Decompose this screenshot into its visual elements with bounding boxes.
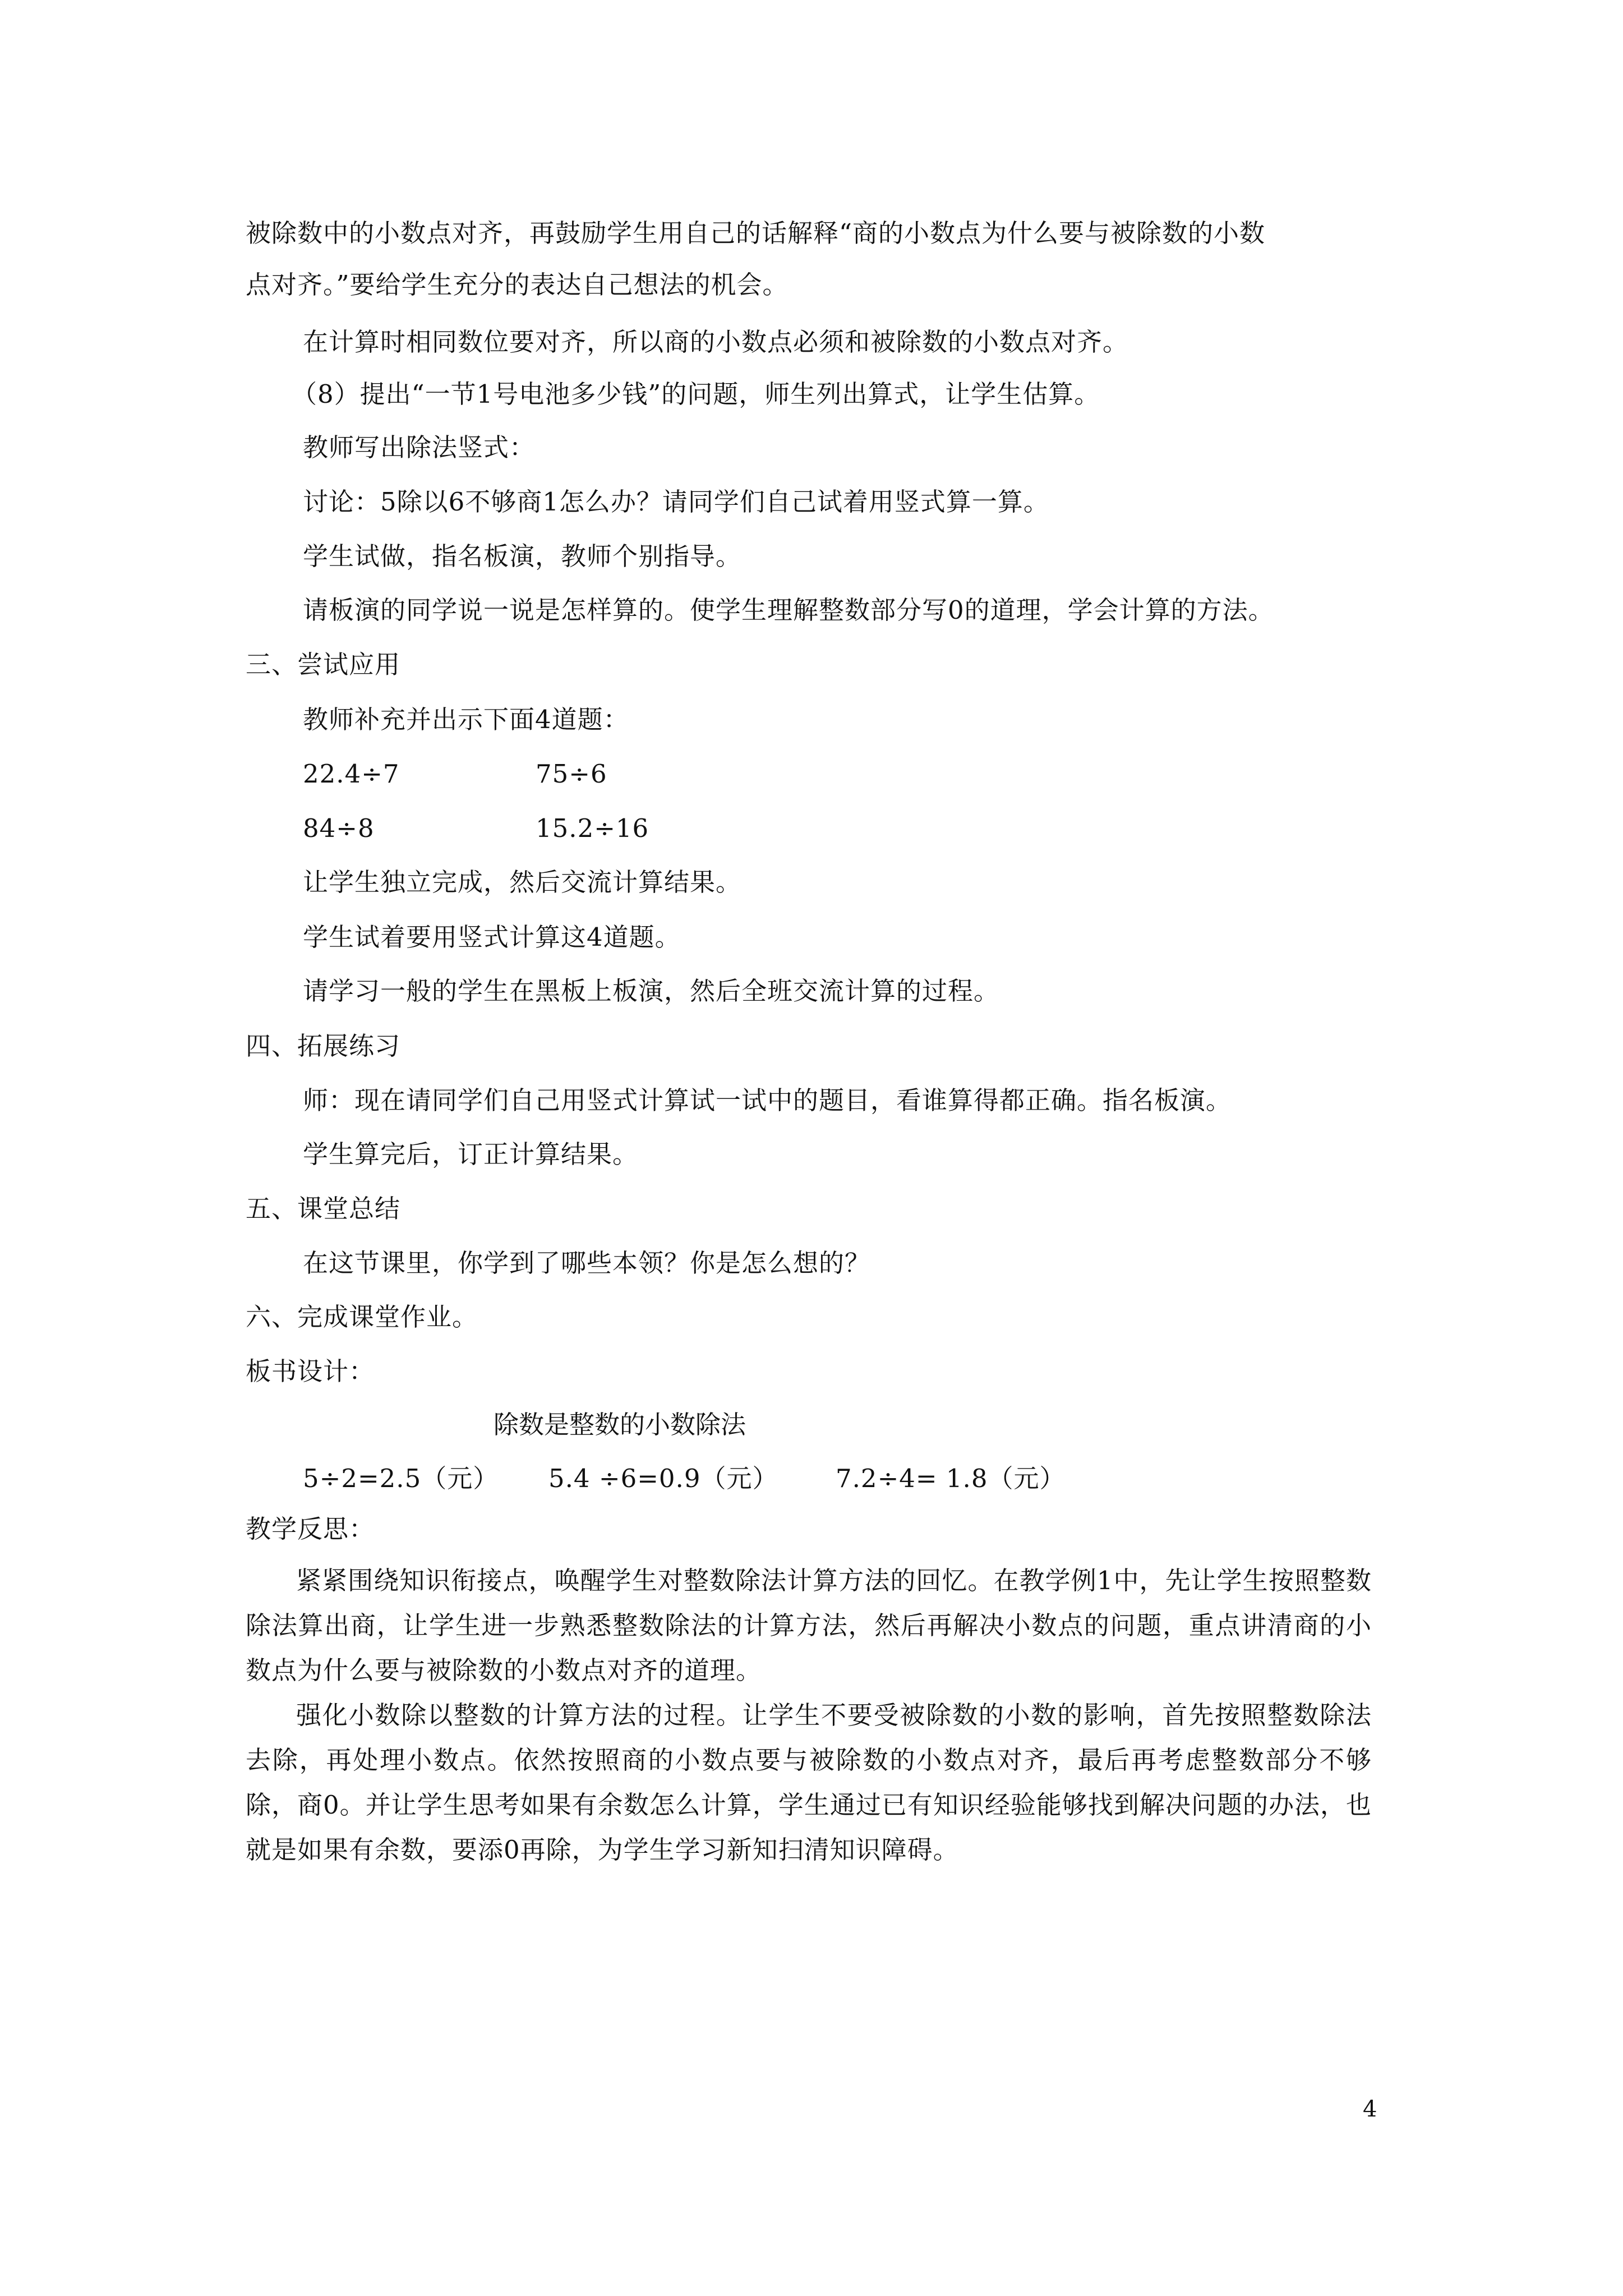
text-line: 学生试做，指名板演，教师个别指导。: [303, 541, 742, 571]
board-title: 除数是整数的小数除法: [494, 1410, 746, 1439]
board-equation: 5.4 ÷6=0.9（元）: [548, 1464, 778, 1493]
section-heading: 教学反思：: [246, 1514, 375, 1544]
text-line: 点对齐。”要给学生充分的表达自己想法的机会。: [246, 270, 789, 300]
text-line: 请板演的同学说一说是怎样算的。使学生理解整数部分写0的道理，学会计算的方法。: [303, 595, 1274, 625]
exercise-item: 84÷8: [303, 813, 375, 843]
reflection-paragraph: 强化小数除以整数的计算方法的过程。让学生不要受被除数的小数的影响，首先按照整数除法去除，再处理小数点。依然按照商的小数点要与被除数的小数点对齐，最后再考虑整数部分不够除，商0。并让学生思考如果有余数怎么计算，学生通过已有知识经验能够找到解决问题的办法，也就是如果有余数，要添0再除，为学生学习新知扫清知识障碍。: [246, 1700, 1372, 1865]
board-equation: 7.2÷4= 1.8（元）: [836, 1464, 1066, 1493]
section-heading: 四、拓展练习: [246, 1031, 401, 1061]
reflection-paragraphs: [246, 1558, 1372, 1872]
exercise-item: 22.4÷7: [303, 759, 400, 789]
text-line: 让学生独立完成，然后交流计算结果。: [303, 867, 742, 897]
reflection-paragraph: 紧紧围绕知识衔接点，唤醒学生对整数除法计算方法的回忆。在教学例1中，先让学生按照整数除法算出商，让学生进一步熟悉整数除法的计算方法，然后再解决小数点的问题，重点讲清商的小数点为什么要与被除数的小数点对齐的道理。: [246, 1566, 1372, 1685]
text-line: 学生试着要用竖式计算这4道题。: [303, 922, 681, 952]
text-line: （8）提出“一节1号电池多少钱”的问题，师生列出算式，让学生估算。: [292, 379, 1100, 409]
section-heading: 六、完成课堂作业。: [246, 1302, 478, 1332]
text-line: 教师补充并出示下面4道题：: [303, 705, 629, 734]
exercise-item: 15.2÷16: [536, 813, 649, 843]
text-line: 在这节课里，你学到了哪些本领？你是怎么想的？: [303, 1248, 871, 1278]
text-line: 教师写出除法竖式：: [303, 432, 536, 462]
text-line: 被除数中的小数点对齐，再鼓励学生用自己的话解释“商的小数点为什么要与被除数的小数: [246, 218, 1266, 248]
section-heading: 五、课堂总结: [246, 1194, 401, 1223]
section-heading: 三、尝试应用: [246, 650, 401, 679]
section-heading: 板书设计：: [246, 1356, 375, 1386]
exercise-item: 75÷6: [536, 759, 607, 789]
text-line: 师：现在请同学们自己用竖式计算试一试中的题目，看谁算得都正确。指名板演。: [303, 1085, 1232, 1115]
text-line: 请学习一般的学生在黑板上板演，然后全班交流计算的过程。: [303, 976, 1000, 1006]
text-line: 在计算时相同数位要对齐，所以商的小数点必须和被除数的小数点对齐。: [303, 327, 1129, 357]
board-equation: 5÷2=2.5（元）: [303, 1464, 499, 1493]
text-line: 学生算完后，订正计算结果。: [303, 1139, 639, 1169]
page-number: 4: [1363, 2096, 1377, 2122]
text-line: 讨论：5除以6不够商1怎么办？请同学们自己试着用竖式算一算。: [303, 487, 1049, 517]
